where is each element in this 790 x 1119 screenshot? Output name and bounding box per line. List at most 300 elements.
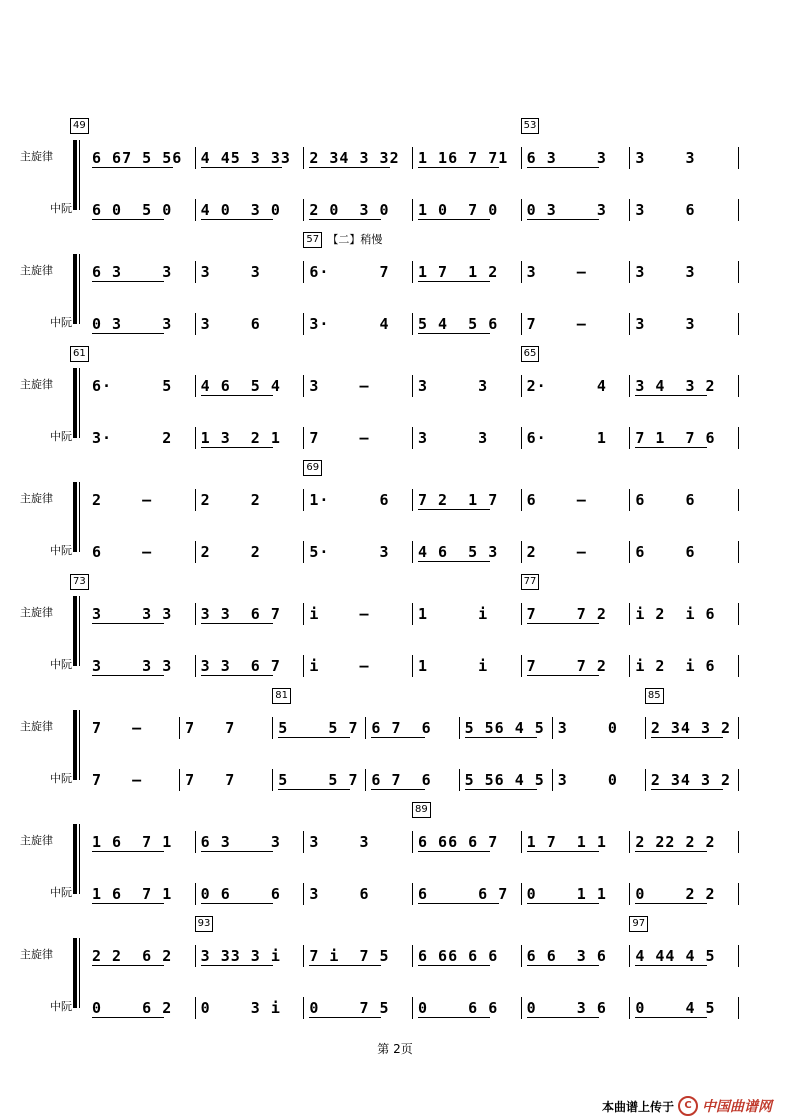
barline [521,655,522,677]
barline [738,199,739,221]
measure-main: 6 6 3 6 [526,947,607,965]
measure-number: 81 [272,688,291,704]
measure-second: 7 – [526,315,587,333]
barline [365,717,366,739]
system-bracket [73,824,77,894]
measure-main: 2 – [92,491,153,509]
measure-second: 4 6 5 3 [418,543,499,561]
measure-second: 7 – [309,429,370,447]
barline [303,313,304,335]
barline [521,603,522,625]
measure-main: 3 – [309,377,370,395]
barline [552,717,553,739]
measure-main: 6 7 6 [371,719,432,737]
measure-second: 1 i [418,657,489,675]
measure-second: 2 0 3 0 [309,201,390,219]
measure-main: 6 3 3 [526,149,607,167]
beam-line [418,281,490,282]
barline [412,945,413,967]
beam-line [201,623,273,624]
barline [629,147,630,169]
system-bracket [73,710,77,780]
measure-second: 6 0 5 0 [92,201,173,219]
part-label-main: 主旋律 [20,378,53,391]
barline [303,147,304,169]
measure-second: 1 3 2 1 [200,429,281,447]
system-bracket [73,482,77,552]
measure-second: 5· 3 [309,543,390,561]
measure-main: 7 i 7 5 [309,947,390,965]
beam-line [418,333,490,334]
barline [629,541,630,563]
barline [459,769,460,791]
measure-number: 73 [70,574,89,590]
part-label-main: 主旋律 [20,606,53,619]
part-label-second: 中阮 [50,658,72,671]
measure-number: 77 [521,574,540,590]
measure-second: 5 5 7 [278,771,359,789]
measure-main: 6 3 3 [200,833,281,851]
barline [521,541,522,563]
measure-main: 6 66 6 6 [418,947,499,965]
barline [303,945,304,967]
beam-line [201,219,273,220]
measure-second: 3 3 [635,315,696,333]
measure-number: 89 [412,802,431,818]
beam-line [418,219,490,220]
beam-line [92,281,164,282]
beam-line [92,903,164,904]
system-bracket [73,938,77,1008]
barline [195,603,196,625]
measure-second: 0 2 2 [635,885,716,903]
site-name: 中国曲谱网 [702,1099,772,1115]
system-bracket [73,254,77,324]
measure-main: 2 2 [200,491,261,509]
measure-second: 6 7 6 [371,771,432,789]
measure-second: 3· 4 [309,315,390,333]
barline [738,489,739,511]
measure-main: 1· 6 [309,491,390,509]
beam-line [635,903,707,904]
part-label-main: 主旋律 [20,720,53,733]
barline [521,313,522,335]
beam-line [309,965,381,966]
beam-line [527,851,599,852]
barline [629,883,630,905]
beam-line [651,737,723,738]
barline [521,831,522,853]
barline [629,831,630,853]
measure-main: 3 3 [200,263,261,281]
measure-second: 1 0 7 0 [418,201,499,219]
barline [179,717,180,739]
measure-main: 1 7 1 2 [418,263,499,281]
beam-line [92,333,164,334]
measure-number: 53 [521,118,540,134]
barline [645,717,646,739]
barline [738,655,739,677]
tempo-marking: 【二】稍慢 [327,233,383,246]
measure-number: 69 [303,460,322,476]
measure-second: 2 34 3 2 [650,771,732,789]
measure-second: 6 6 7 [418,885,509,903]
measure-second: 7 7 [185,771,236,789]
measure-second: 2 – [526,543,587,561]
measure-main: 6 – [526,491,587,509]
measure-main: 5 5 7 [278,719,359,737]
beam-line [201,903,273,904]
measure-main: 3 4 3 2 [635,377,716,395]
beam-line [527,167,599,168]
measure-main: 7 7 2 [526,605,607,623]
barline [629,199,630,221]
part-label-main: 主旋律 [20,948,53,961]
barline [629,261,630,283]
measure-main: 3 3 3 [92,605,173,623]
measure-second: 7 – [92,771,143,789]
beam-line [527,1017,599,1018]
measure-main: 4 45 3 33 [200,149,291,167]
measure-second: 0 3 i [200,999,281,1017]
measure-second: 0 7 5 [309,999,390,1017]
barline [738,541,739,563]
measure-second: 6· 1 [526,429,607,447]
measure-main: 3 33 3 i [200,947,281,965]
barline [629,489,630,511]
measure-main: 6 67 5 56 [92,149,183,167]
barline [303,427,304,449]
barline [195,831,196,853]
system-bracket-line [79,368,80,438]
beam-line [418,561,490,562]
beam-line [418,851,490,852]
part-label-main: 主旋律 [20,834,53,847]
part-label-second: 中阮 [50,886,72,899]
measure-second: 0 1 1 [526,885,607,903]
barline [195,261,196,283]
barline [303,883,304,905]
measure-second: 0 3 3 [92,315,173,333]
barline [195,883,196,905]
score-system [0,232,790,342]
part-label-second: 中阮 [50,202,72,215]
barline [738,769,739,791]
barline [412,831,413,853]
measure-main: i – [309,605,370,623]
score-system [0,460,790,570]
beam-line [201,447,273,448]
beam-line [651,789,723,790]
part-label-second: 中阮 [50,1000,72,1013]
barline [303,997,304,1019]
barline [303,489,304,511]
measure-second: 4 0 3 0 [200,201,281,219]
measure-main: 7 2 1 7 [418,491,499,509]
measure-second: 1 6 7 1 [92,885,173,903]
beam-line [527,675,599,676]
measure-main: 2 34 3 2 [650,719,732,737]
barline [303,831,304,853]
barline [738,945,739,967]
beam-line [418,903,499,904]
barline [412,261,413,283]
measure-second: 3· 2 [92,429,173,447]
barline [521,883,522,905]
measure-second: 3 6 [635,201,696,219]
measure-second: 3 3 6 7 [200,657,281,675]
measure-main: 2· 4 [526,377,607,395]
measure-main: 3 3 [309,833,370,851]
beam-line [635,965,707,966]
beam-line [309,1017,381,1018]
measure-second: 0 6 6 [200,885,281,903]
barline [412,199,413,221]
measure-second: 3 6 [200,315,261,333]
score-system [0,118,790,228]
system-bracket-line [79,482,80,552]
measure-main: 3 0 [557,719,618,737]
score-system [0,688,790,798]
beam-line [92,623,164,624]
score-system [0,802,790,912]
measure-second: 0 4 5 [635,999,716,1017]
beam-line [201,675,273,676]
barline [412,489,413,511]
system-bracket-line [79,710,80,780]
measure-second: 0 3 6 [526,999,607,1017]
beam-line [201,167,282,168]
measure-second: 6 – [92,543,153,561]
system-bracket-line [79,938,80,1008]
measure-number: 85 [645,688,664,704]
barline [521,997,522,1019]
measure-main: 3 3 [635,149,696,167]
barline [738,427,739,449]
barline [303,199,304,221]
barline [303,603,304,625]
barline [645,769,646,791]
barline [521,375,522,397]
beam-line [635,447,707,448]
score-system [0,346,790,456]
barline [521,199,522,221]
barline [738,831,739,853]
barline [459,717,460,739]
measure-number: 57 [303,232,322,248]
measure-number: 61 [70,346,89,362]
part-label-main: 主旋律 [20,492,53,505]
barline [272,769,273,791]
measure-main: 4 44 4 5 [635,947,716,965]
barline [629,945,630,967]
barline [303,541,304,563]
measure-second: 5 4 5 6 [418,315,499,333]
measure-main: 6 6 [635,491,696,509]
barline [195,945,196,967]
beam-line [418,509,490,510]
beam-line [309,219,381,220]
barline [412,655,413,677]
barline [195,489,196,511]
measure-main: 6 66 6 7 [418,833,499,851]
barline [738,147,739,169]
measure-second: i – [309,657,370,675]
score-system [0,574,790,684]
part-label-second: 中阮 [50,430,72,443]
barline [195,427,196,449]
barline [738,883,739,905]
part-label-second: 中阮 [50,772,72,785]
beam-line [418,965,490,966]
system-bracket-line [79,140,80,210]
barline [738,717,739,739]
beam-line [371,789,425,790]
measure-second: 0 3 3 [526,201,607,219]
credit-text: 本曲谱上传于 [601,1099,674,1114]
measure-second: 3 3 3 [92,657,173,675]
barline [195,541,196,563]
measure-main: 2 22 2 2 [635,833,716,851]
barline [195,199,196,221]
beam-line [635,851,707,852]
barline [412,147,413,169]
beam-line [371,737,425,738]
measure-second: 3 6 [309,885,370,903]
measure-main: 1 6 7 1 [92,833,173,851]
measure-main: 1 i [418,605,489,623]
barline [629,603,630,625]
barline [521,261,522,283]
measure-second: 7 1 7 6 [635,429,716,447]
measure-second: 3 0 [557,771,618,789]
barline [412,997,413,1019]
beam-line [418,167,499,168]
system-bracket [73,140,77,210]
barline [738,997,739,1019]
system-bracket-line [79,824,80,894]
beam-line [201,395,273,396]
barline [412,541,413,563]
part-label-main: 主旋律 [20,264,53,277]
barline [303,261,304,283]
measure-main: i 2 i 6 [635,605,716,623]
barline [195,313,196,335]
measure-main: 7 – [92,719,143,737]
beam-line [92,965,164,966]
beam-line [527,623,599,624]
barline [738,313,739,335]
barline [738,375,739,397]
measure-number: 49 [70,118,89,134]
barline [365,769,366,791]
measure-second: 0 6 2 [92,999,173,1017]
barline [521,427,522,449]
barline [195,997,196,1019]
measure-second: 3 3 [418,429,489,447]
measure-main: 3 3 [635,263,696,281]
measure-main: 5 56 4 5 [464,719,545,737]
barline [629,313,630,335]
barline [272,717,273,739]
barline [412,603,413,625]
beam-line [635,1017,707,1018]
part-label-second: 中阮 [50,316,72,329]
barline [629,375,630,397]
beam-line [92,1017,164,1018]
measure-main: 3 3 [418,377,489,395]
beam-line [92,675,164,676]
measure-main: 6· 5 [92,377,173,395]
beam-line [278,737,350,738]
part-label-main: 主旋律 [20,150,53,163]
measure-number: 65 [521,346,540,362]
beam-line [92,851,164,852]
measure-main: 1 16 7 71 [418,149,509,167]
barline [412,427,413,449]
barline [179,769,180,791]
beam-line [418,1017,490,1018]
beam-line [635,395,707,396]
beam-line [92,219,164,220]
barline [412,313,413,335]
barline [738,261,739,283]
barline [629,997,630,1019]
system-bracket-line [79,596,80,666]
system-bracket [73,596,77,666]
measure-main: 4 6 5 4 [200,377,281,395]
measure-second: 6 6 [635,543,696,561]
measure-number: 93 [195,916,214,932]
beam-line [527,903,599,904]
barline [521,945,522,967]
measure-main: 7 7 [185,719,236,737]
barline [303,375,304,397]
measure-main: 2 2 6 2 [92,947,173,965]
barline [195,655,196,677]
barline [521,147,522,169]
barline [412,883,413,905]
page-number: 第 2页 [377,1042,413,1056]
barline [195,375,196,397]
part-label-second: 中阮 [50,544,72,557]
site-logo-icon: C [678,1096,698,1116]
barline [629,427,630,449]
barline [195,147,196,169]
beam-line [527,965,599,966]
beam-line [278,789,350,790]
beam-line [309,167,390,168]
beam-line [527,219,599,220]
beam-line [465,737,537,738]
measure-second: 2 2 [200,543,261,561]
barline [629,655,630,677]
measure-second: 7 7 2 [526,657,607,675]
measure-main: 2 34 3 32 [309,149,400,167]
measure-second: 5 56 4 5 [464,771,545,789]
beam-line [92,167,173,168]
score-system [0,916,790,1026]
beam-line [201,851,273,852]
barline [412,375,413,397]
measure-main: 1 7 1 1 [526,833,607,851]
measure-second: 0 6 6 [418,999,499,1017]
system-bracket-line [79,254,80,324]
beam-line [201,965,273,966]
upload-credit [602,1096,772,1116]
barline [552,769,553,791]
measure-main: 3 3 6 7 [200,605,281,623]
